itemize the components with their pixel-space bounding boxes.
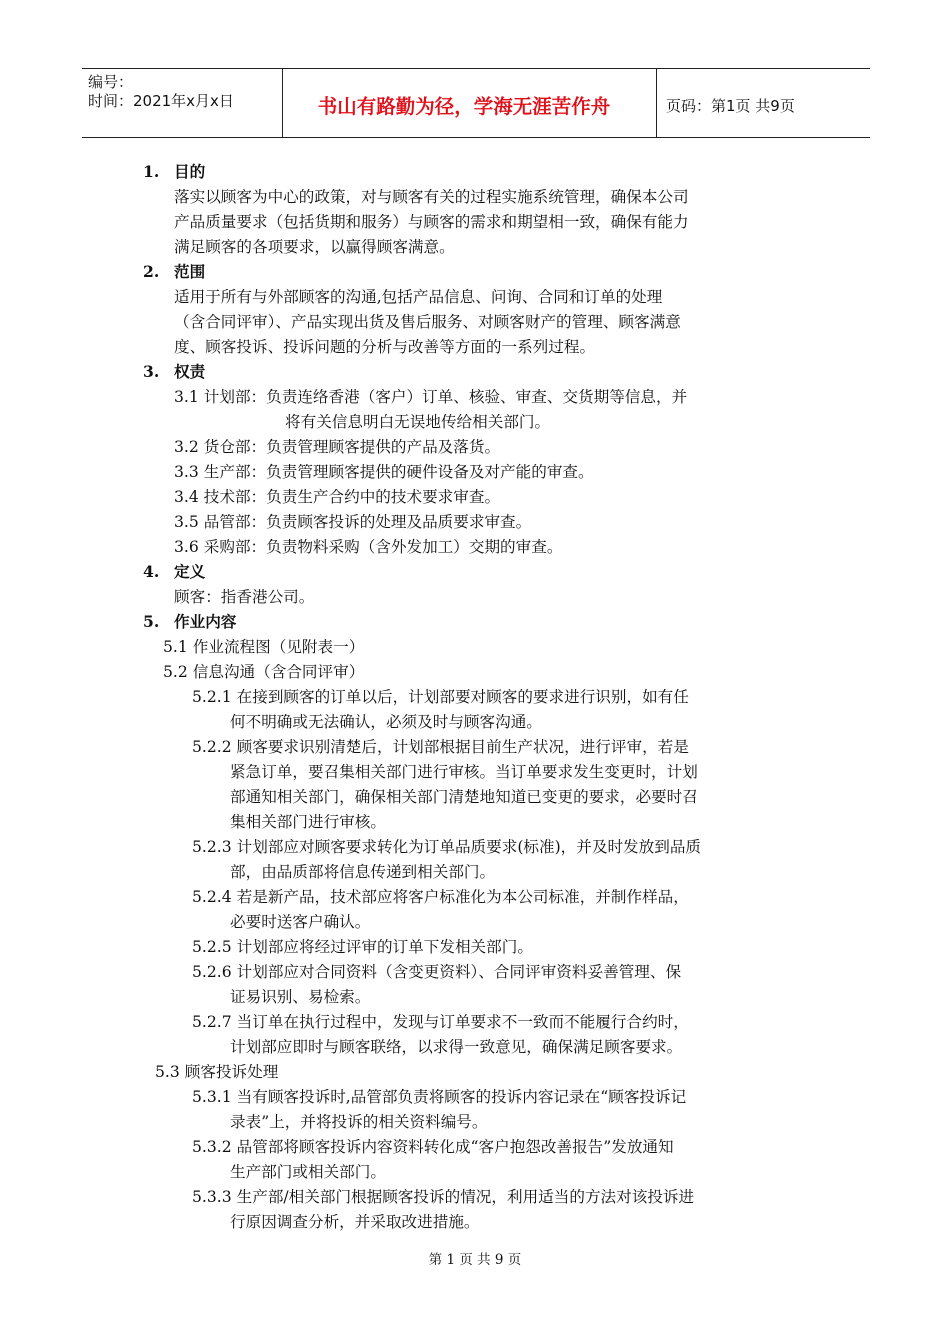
body-line: 计划部应即时与顾客联络，以求得一致意见，确保满足顾客要求。 [230, 1038, 683, 1056]
header-meta [88, 73, 234, 111]
body-line: 将有关信息明白无误地传给相关部门。 [285, 413, 551, 431]
body-line: 5.3.2 品管部将顾客投诉内容资料转化成“客户抱怨改善报告”发放通知 [192, 1138, 674, 1156]
header-motto: 书山有路勤为径，学海无涯苦作舟 [317, 95, 611, 118]
section-title: 作业内容 [174, 612, 237, 631]
body-line: 5.2.3 计划部应对顾客要求转化为订单品质要求(标准)，并及时发放到品质 [192, 838, 702, 856]
body-line: 3.1 计划部：负责连络香港（客户）订单、核验、审查、交货期等信息，并 [174, 388, 688, 406]
body-line: 5.2.1 在接到顾客的订单以后，计划部要对顾客的要求进行识别，如有任 [192, 688, 689, 706]
header-page-label: 页码：第1页 共9页 [666, 97, 795, 115]
section-title: 定义 [174, 562, 206, 581]
body-line: 录表”上，并将投诉的相关资料编号。 [230, 1113, 488, 1131]
body-line: 必要时送客户确认。 [230, 913, 371, 931]
body-line: 何不明确或无法确认，必须及时与顾客沟通。 [230, 713, 542, 731]
section-number: 4. [143, 562, 160, 581]
body-line: 度、顾客投诉、投诉问题的分析与改善等方面的一系列过程。 [174, 338, 596, 356]
body-line: 5.1 作业流程图（见附表一） [163, 638, 365, 656]
section-title: 范围 [174, 262, 206, 281]
body-line: 部通知相关部门，确保相关部门清楚地知道已变更的要求，必要时召 [230, 788, 698, 806]
body-line: 证易识别、易检索。 [230, 988, 371, 1006]
body-line: 集相关部门进行审核。 [230, 813, 386, 831]
body-line: 5.2.7 当订单在执行过程中，发现与订单要求不一致而不能履行合约时， [192, 1013, 689, 1031]
section-number: 1. [143, 162, 160, 181]
body-line: 5.3.3 生产部/相关部门根据顾客投诉的情况，利用适当的方法对该投诉进 [192, 1188, 695, 1206]
body-line: 行原因调查分析，并采取改进措施。 [230, 1213, 480, 1231]
section-number: 2. [143, 262, 160, 281]
body-line: 3.3 生产部：负责管理顾客提供的硬件设备及对产能的审查。 [174, 463, 594, 481]
body-line: 部，由品质部将信息传递到相关部门。 [230, 863, 496, 881]
body-line: 适用于所有与外部顾客的沟通,包括产品信息、问询、合同和订单的处理 [174, 288, 663, 306]
body-line: 3.5 品管部：负责顾客投诉的处理及品质要求审查。 [174, 513, 532, 531]
time-label: 时间：2021年x月x日 [88, 92, 234, 110]
number-label: 编号： [88, 73, 134, 91]
body-line: 5.2.2 顾客要求识别清楚后，计划部根据目前生产状况，进行评审，若是 [192, 738, 689, 756]
body-line: 3.2 货仓部：负责管理顾客提供的产品及落货。 [174, 438, 501, 456]
section-number: 3. [143, 362, 160, 381]
header-divider [656, 69, 657, 137]
body-line: 3.6 采购部：负责物料采购（含外发加工）交期的审查。 [174, 538, 563, 556]
body-line: 5.3.1 当有顾客投诉时,品管部负责将顾客的投诉内容记录在“顾客投诉记 [192, 1088, 687, 1106]
body-line: 产品质量要求（包括货期和服务）与顾客的需求和期望相一致，确保有能力 [174, 213, 689, 231]
body-line: 生产部门或相关部门。 [230, 1163, 386, 1181]
body-line: 3.4 技术部：负责生产合约中的技术要求审查。 [174, 488, 501, 506]
body-line: 满足顾客的各项要求，以赢得顾客满意。 [174, 238, 455, 256]
body-line: 5.2.4 若是新产品，技术部应将客户标准化为本公司标准，并制作样品， [192, 888, 689, 906]
body-line: 5.2 信息沟通（含合同评审） [163, 663, 365, 681]
section-number: 5. [143, 612, 160, 631]
body-line: 5.2.5 计划部应将经过评审的订单下发相关部门。 [192, 938, 533, 956]
section-title: 权责 [174, 362, 206, 381]
section-title: 目的 [174, 162, 206, 181]
body-line: 紧急订单，要召集相关部门进行审核。当订单要求发生变更时，计划 [230, 763, 698, 781]
body-line: 5.2.6 计划部应对合同资料（含变更资料）、合同评审资料妥善管理、保 [192, 963, 682, 981]
body-line: 5.3 顾客投诉处理 [155, 1063, 279, 1081]
body-line: 顾客：指香港公司。 [174, 588, 315, 606]
body-line: 落实以顾客为中心的政策，对与顾客有关的过程实施系统管理，确保本公司 [174, 188, 689, 206]
body-line: （含合同评审）、产品实现出货及售后服务、对顾客财产的管理、顾客满意 [174, 313, 681, 331]
page-footer: 第 1 页 共 9 页 [428, 1252, 522, 1268]
document-header [82, 68, 870, 138]
